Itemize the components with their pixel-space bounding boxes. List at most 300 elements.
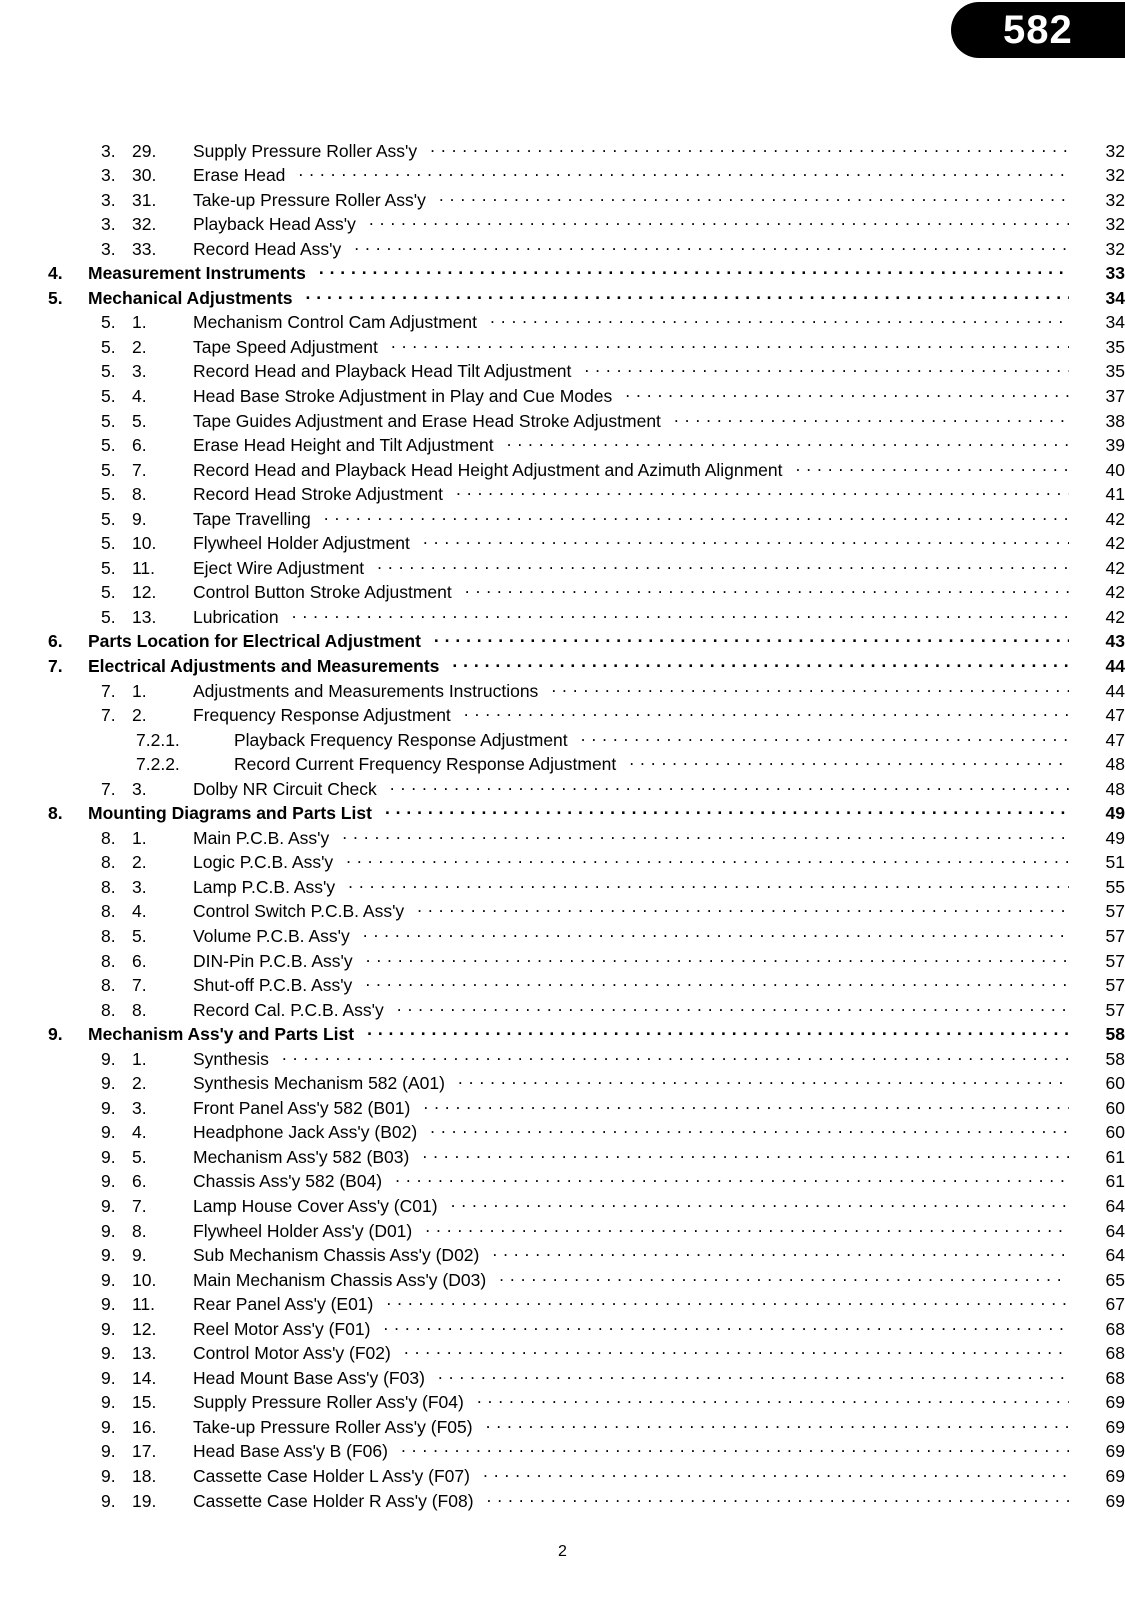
toc-entry-subnumber: 19. [132,1490,157,1511]
toc-entry[interactable] [0,1047,1125,1072]
toc-entry-title: Flywheel Holder Adjustment [193,533,410,554]
toc-entry-page-number: 58 [1105,1048,1125,1069]
toc-entry-subnumber: 1. [132,312,147,333]
toc-entry-number: 9. [101,1048,116,1069]
toc-entry-number: 5. [101,361,116,382]
toc-entry-subnumber: 4. [132,1122,147,1143]
toc-entry-page-number: 32 [1105,238,1125,259]
toc-entry-page-number: 61 [1105,1171,1125,1192]
toc-entry-title: Volume P.C.B. Ass'y [193,926,350,946]
toc-leader-dots [456,483,1069,501]
toc-entry[interactable] [0,1342,1125,1367]
toc-entry-subnumber: 13. [132,1343,157,1364]
toc-entry-title: Reel Motor Ass'y (F01) [193,1318,371,1339]
toc-entry-number: 9. [101,1441,116,1462]
toc-entry-title: Rear Panel Ass'y (E01) [193,1294,374,1315]
toc-entry[interactable] [0,1415,1125,1440]
toc-entry[interactable] [0,1072,1125,1097]
toc-entry-number: 3. [101,165,116,186]
toc-entry-page-number: 34 [1105,312,1125,333]
toc-entry-title: Headphone Jack Ass'y (B02) [193,1122,418,1143]
toc-entry[interactable] [0,777,1125,802]
toc-entry-subnumber: 2. [132,852,147,873]
toc-entry-subnumber: 32. [132,214,157,235]
toc-entry[interactable] [0,213,1125,238]
toc-entry-subnumber: 4. [132,385,147,406]
toc-entry-number: 8. [48,803,63,824]
toc-entry-title: Control Button Stroke Adjustment [193,582,452,603]
toc-entry-title: Synthesis Mechanism 582 (A01) [193,1073,445,1094]
toc-entry[interactable] [0,949,1125,974]
toc-leader-dots [584,360,1069,378]
toc-entry[interactable] [0,753,1125,778]
toc-entry[interactable] [0,384,1125,409]
toc-entry-subnumber: 10. [132,533,157,554]
toc-entry-title: DIN-Pin P.C.B. Ass'y [193,950,353,971]
toc-entry-subnumber: 10. [132,1269,157,1290]
toc-leader-dots [282,1047,1069,1065]
toc-entry[interactable] [0,1440,1125,1465]
toc-entry-number: 9. [101,1318,116,1339]
toc-entry-title: Mechanical Adjustments [88,287,293,308]
toc-entry-subnumber: 33. [132,238,157,259]
toc-entry-page-number: 42 [1105,508,1125,529]
toc-leader-dots [486,1415,1069,1433]
toc-entry-subnumber: 17. [132,1441,157,1462]
toc-entry[interactable] [0,139,1125,164]
toc-entry-title: Chassis Ass'y 582 (B04) [193,1171,383,1192]
toc-entry-number: 7. [101,680,116,701]
toc-entry[interactable] [0,434,1125,459]
toc-entry[interactable] [0,1317,1125,1342]
toc-leader-dots [377,556,1069,574]
toc-leader-dots [404,1342,1069,1360]
toc-entry-title: Dolby NR Circuit Check [193,778,377,799]
toc-entry-title: Parts Location for Electrical Adjustment [88,631,421,652]
toc-entry-page-number: 48 [1105,778,1125,799]
toc-leader-dots [796,458,1069,476]
toc-entry-subnumber: 14. [132,1367,157,1388]
toc-entry-subnumber: 12. [132,1318,157,1339]
toc-entry[interactable] [0,458,1125,483]
toc-entry-subnumber: 18. [132,1466,157,1487]
toc-entry-title: Frequency Response Adjustment [193,705,451,726]
toc-entry-page-number: 64 [1105,1196,1125,1217]
toc-leader-dots [319,262,1069,280]
toc-entry[interactable] [0,1244,1125,1269]
toc-entry-page-number: 65 [1105,1269,1125,1290]
toc-entry-number: 9. [101,1269,116,1290]
toc-leader-dots [625,384,1069,402]
toc-entry-title: Mechanism Ass'y 582 (B03) [193,1146,410,1167]
toc-entry-page-number: 60 [1105,1073,1125,1094]
toc-leader-dots [438,1366,1069,1384]
toc-entry[interactable] [0,1366,1125,1391]
toc-entry[interactable] [0,1219,1125,1244]
toc-entry-number: 9. [101,1146,116,1167]
toc-entry-title: Logic P.C.B. Ass'y [193,852,334,873]
toc-leader-dots [342,826,1069,844]
toc-entry[interactable] [0,1293,1125,1318]
toc-entry-page-number: 69 [1105,1466,1125,1487]
toc-leader-dots [477,1391,1069,1409]
toc-entry-page-number: 60 [1105,1097,1125,1118]
toc-entry-title: Take-up Pressure Roller Ass'y (F05) [193,1416,473,1437]
toc-entry-number: 9. [101,1367,116,1388]
toc-entry-page-number: 69 [1105,1416,1125,1437]
toc-entry-number: 3. [101,189,116,210]
toc-entry-page-number: 60 [1105,1122,1125,1143]
toc-entry[interactable] [0,1268,1125,1293]
toc-leader-dots [581,728,1069,746]
toc-leader-dots [417,900,1069,918]
toc-entry-page-number: 51 [1105,852,1125,873]
toc-entry-number: 8. [101,876,116,897]
toc-leader-dots [499,1268,1069,1286]
toc-entry-subnumber: 13. [132,606,157,627]
toc-entry-title: Playback Frequency Response Adjustment [234,729,568,750]
toc-leader-dots [346,851,1069,869]
toc-entry-subnumber: 7. [132,459,147,480]
toc-entry-title: Supply Pressure Roller Ass'y [193,140,418,161]
toc-entry-number: 8. [101,926,116,946]
toc-entry[interactable] [0,1465,1125,1490]
toc-entry-page-number: 33 [1105,263,1125,284]
toc-entry[interactable] [0,1391,1125,1416]
toc-entry-page-number: 32 [1105,189,1125,210]
toc-entry-number: 9. [101,1073,116,1094]
toc-leader-dots [395,1170,1069,1188]
toc-entry-number: 5. [101,435,116,456]
toc-entry[interactable] [0,311,1125,336]
table-of-contents [0,139,1125,1514]
toc-entry[interactable] [0,728,1125,753]
toc-entry-subnumber: 5. [132,410,147,431]
toc-leader-dots [354,237,1069,255]
toc-entry-page-number: 42 [1105,557,1125,578]
toc-entry-subnumber: 9. [132,1245,147,1266]
toc-leader-dots [391,335,1069,353]
toc-entry-page-number: 43 [1105,631,1125,652]
toc-entry-subnumber: 3. [132,361,147,382]
toc-entry-page-number: 58 [1105,1024,1125,1045]
toc-entry-number: 5. [101,410,116,431]
toc-entry-number: 3. [101,214,116,235]
toc-entry-number: 8. [101,827,116,848]
toc-entry-title: Cassette Case Holder L Ass'y (F07) [193,1466,470,1487]
toc-entry-number: 5. [101,606,116,627]
toc-leader-dots [386,1293,1069,1311]
toc-entry-title: Record Head Ass'y [193,238,342,259]
toc-entry-title: Adjustments and Measurements Instructions [193,680,539,701]
toc-entry-subnumber: 3. [132,876,147,897]
toc-entry-subnumber: 8. [132,484,147,505]
toc-leader-dots [324,507,1069,525]
toc-entry[interactable] [0,581,1125,606]
toc-entry-page-number: 57 [1105,950,1125,971]
toc-entry-title: Record Head Stroke Adjustment [193,484,443,505]
toc-entry-title: Eject Wire Adjustment [193,557,365,578]
toc-entry-subnumber: 1. [132,680,147,701]
toc-entry-title: Shut-off P.C.B. Ass'y [193,975,353,996]
toc-entry-subnumber: 30. [132,165,157,186]
toc-entry-page-number: 68 [1105,1318,1125,1339]
toc-entry-subnumber: 2. [132,1073,147,1094]
toc-entry-title: Lamp House Cover Ass'y (C01) [193,1196,438,1217]
toc-entry[interactable] [0,654,1125,679]
toc-entry[interactable] [0,286,1125,311]
toc-entry-title: Record Current Frequency Response Adjustment [234,754,617,775]
toc-entry-subnumber: 5. [132,926,147,946]
toc-entry-subnumber: 1. [132,1048,147,1069]
toc-entry-page-number: 64 [1105,1220,1125,1241]
toc-entry-page-number: 69 [1105,1441,1125,1462]
toc-leader-dots [452,654,1069,672]
toc-entry-subnumber: 3. [132,1097,147,1118]
toc-entry-subnumber: 2. [132,705,147,726]
toc-entry-title: Lamp P.C.B. Ass'y [193,876,336,897]
toc-entry-page-number: 49 [1105,827,1125,848]
toc-entry-number: 5. [101,385,116,406]
toc-entry[interactable] [0,605,1125,630]
toc-entry-number: 8. [101,999,116,1020]
toc-entry-number: 3. [101,238,116,259]
toc-entry-subnumber: 8. [132,999,147,1020]
toc-entry-page-number: 57 [1105,926,1125,946]
toc-entry-number: 7. [48,655,63,676]
toc-entry[interactable] [0,335,1125,360]
toc-entry-number: 5. [101,557,116,578]
toc-entry-page-number: 68 [1105,1343,1125,1364]
toc-leader-dots [423,1096,1069,1114]
toc-entry-number: 7.2.2. [136,754,180,775]
toc-leader-dots [292,605,1069,623]
toc-entry-number: 9. [101,1416,116,1437]
toc-entry-number: 9. [101,1392,116,1413]
toc-entry-title: Main Mechanism Chassis Ass'y (D03) [193,1269,487,1290]
toc-entry-number: 5. [101,484,116,505]
toc-entry-subnumber: 12. [132,582,157,603]
toc-leader-dots [365,974,1069,992]
toc-entry-title: Electrical Adjustments and Measurements [88,655,440,676]
toc-entry-number: 8. [101,975,116,996]
toc-entry-number: 9. [101,1097,116,1118]
toc-entry-page-number: 44 [1105,680,1125,701]
toc-entry-page-number: 47 [1105,705,1125,726]
toc-entry-title: Head Base Ass'y B (F06) [193,1441,388,1462]
toc-entry-subnumber: 2. [132,336,147,357]
toc-entry-title: Mechanism Control Cam Adjustment [193,312,477,333]
toc-entry-number: 9. [101,1171,116,1192]
toc-entry[interactable] [0,409,1125,434]
toc-entry[interactable] [0,1121,1125,1146]
toc-leader-dots [306,286,1069,304]
toc-entry-page-number: 49 [1105,803,1125,824]
toc-entry-title: Cassette Case Holder R Ass'y (F08) [193,1490,474,1511]
toc-entry[interactable] [0,679,1125,704]
toc-entry[interactable] [0,164,1125,189]
toc-entry-page-number: 32 [1105,165,1125,186]
toc-entry-page-number: 34 [1105,287,1125,308]
toc-entry-title: Erase Head Height and Tilt Adjustment [193,435,494,456]
toc-entry-subnumber: 7. [132,1196,147,1217]
toc-entry-subnumber: 11. [132,1294,156,1315]
toc-entry-number: 6. [48,631,63,652]
toc-leader-dots [439,188,1069,206]
toc-entry-page-number: 39 [1105,435,1125,456]
toc-leader-dots [507,434,1069,452]
toc-entry-subnumber: 5. [132,1146,147,1167]
toc-entry-subnumber: 31. [132,189,157,210]
toc-leader-dots [348,875,1069,893]
toc-entry[interactable] [0,507,1125,532]
toc-entry-page-number: 42 [1105,533,1125,554]
toc-entry-number: 9. [101,1294,116,1315]
toc-entry-page-number: 57 [1105,901,1125,922]
toc-entry-subnumber: 6. [132,950,147,971]
toc-entry-page-number: 68 [1105,1367,1125,1388]
toc-entry-number: 5. [101,312,116,333]
toc-entry-title: Head Base Stroke Adjustment in Play and Cue Modes [193,385,613,406]
toc-entry-title: Flywheel Holder Ass'y (D01) [193,1220,413,1241]
toc-leader-dots [422,1145,1069,1163]
toc-entry-page-number: 42 [1105,582,1125,603]
toc-entry[interactable] [0,925,1125,950]
toc-entry[interactable] [0,360,1125,385]
toc-entry-title: Supply Pressure Roller Ass'y (F04) [193,1392,464,1413]
toc-entry-page-number: 57 [1105,999,1125,1020]
toc-entry-title: Lubrication [193,606,279,627]
toc-entry[interactable] [0,826,1125,851]
toc-entry-page-number: 32 [1105,140,1125,161]
toc-leader-dots [401,1440,1069,1458]
toc-leader-dots [492,1244,1069,1262]
toc-entry-number: 4. [48,263,63,284]
toc-entry-subnumber: 9. [132,508,147,529]
toc-entry[interactable] [0,1023,1125,1048]
toc-leader-dots [465,581,1069,599]
toc-leader-dots [464,704,1069,722]
toc-leader-dots [483,1465,1069,1483]
toc-entry-title: Main P.C.B. Ass'y [193,827,330,848]
toc-entry-number: 8. [101,852,116,873]
toc-entry-number: 9. [101,1466,116,1487]
toc-leader-dots [430,139,1069,157]
toc-entry-page-number: 35 [1105,361,1125,382]
toc-entry-title: Sub Mechanism Chassis Ass'y (D02) [193,1245,480,1266]
toc-leader-dots [629,753,1069,771]
toc-entry-page-number: 47 [1105,729,1125,750]
toc-entry-title: Head Mount Base Ass'y (F03) [193,1367,425,1388]
toc-entry-subnumber: 11. [132,557,156,578]
toc-entry[interactable] [0,851,1125,876]
toc-entry-title: Mechanism Ass'y and Parts List [88,1024,355,1045]
toc-entry[interactable] [0,704,1125,729]
toc-entry[interactable] [0,1096,1125,1121]
toc-entry[interactable] [0,237,1125,262]
toc-entry-page-number: 41 [1105,484,1125,505]
toc-entry-number: 8. [101,950,116,971]
toc-entry-subnumber: 6. [132,1171,147,1192]
toc-entry-title: Control Switch P.C.B. Ass'y [193,901,405,922]
toc-entry-number: 7. [101,778,116,799]
toc-entry-subnumber: 4. [132,901,147,922]
toc-entry-page-number: 32 [1105,214,1125,235]
toc-entry[interactable] [0,900,1125,925]
toc-entry-title: Take-up Pressure Roller Ass'y [193,189,426,210]
toc-entry[interactable] [0,262,1125,287]
toc-entry[interactable] [0,532,1125,557]
toc-entry[interactable] [0,998,1125,1023]
toc-entry[interactable] [0,1489,1125,1514]
toc-entry-title: Synthesis [193,1048,269,1069]
toc-entry-title: Tape Travelling [193,508,311,529]
toc-entry-page-number: 44 [1105,655,1125,676]
toc-entry-number: 9. [48,1024,63,1045]
toc-leader-dots [385,802,1069,820]
toc-entry[interactable] [0,1170,1125,1195]
toc-entry[interactable] [0,802,1125,827]
toc-entry-title: Erase Head [193,165,286,186]
toc-entry-number: 5. [101,459,116,480]
toc-entry-number: 7. [101,705,116,726]
toc-entry[interactable] [0,556,1125,581]
toc-entry-number: 9. [101,1245,116,1266]
toc-entry-page-number: 69 [1105,1490,1125,1511]
toc-entry-page-number: 69 [1105,1392,1125,1413]
toc-entry-number: 9. [101,1196,116,1217]
toc-leader-dots [487,1489,1069,1507]
toc-leader-dots [367,1023,1069,1041]
toc-entry-number: 5. [48,287,63,308]
toc-entry-number: 9. [101,1220,116,1241]
toc-entry-subnumber: 16. [132,1416,157,1437]
toc-entry-number: 5. [101,508,116,529]
toc-entry-subnumber: 15. [132,1392,157,1413]
toc-leader-dots [451,1195,1069,1213]
toc-entry[interactable] [0,875,1125,900]
toc-entry-page-number: 48 [1105,754,1125,775]
page-number-tab [951,2,1125,58]
toc-entry-page-number: 55 [1105,876,1125,897]
toc-entry[interactable] [0,974,1125,999]
toc-entry-page-number: 57 [1105,975,1125,996]
page-tab-number: 582 [1003,8,1073,52]
toc-leader-dots [383,1317,1069,1335]
toc-leader-dots [674,409,1069,427]
toc-leader-dots [363,925,1069,943]
toc-entry-title: Playback Head Ass'y [193,214,356,235]
toc-entry[interactable] [0,630,1125,655]
footer-page-number: 2 [558,1543,567,1560]
toc-leader-dots [390,777,1069,795]
toc-entry-title: Control Motor Ass'y (F02) [193,1343,391,1364]
toc-entry[interactable] [0,483,1125,508]
toc-entry-subnumber: 29. [132,140,157,161]
toc-entry-subnumber: 7. [132,975,147,996]
toc-entry-subnumber: 3. [132,778,147,799]
toc-leader-dots [366,949,1069,967]
toc-entry-number: 5. [101,533,116,554]
toc-entry-page-number: 64 [1105,1245,1125,1266]
toc-leader-dots [423,532,1069,550]
toc-entry[interactable] [0,1195,1125,1220]
toc-leader-dots [490,311,1069,329]
toc-entry-number: 9. [101,1122,116,1143]
toc-entry[interactable] [0,188,1125,213]
toc-leader-dots [397,998,1069,1016]
toc-entry[interactable] [0,1145,1125,1170]
